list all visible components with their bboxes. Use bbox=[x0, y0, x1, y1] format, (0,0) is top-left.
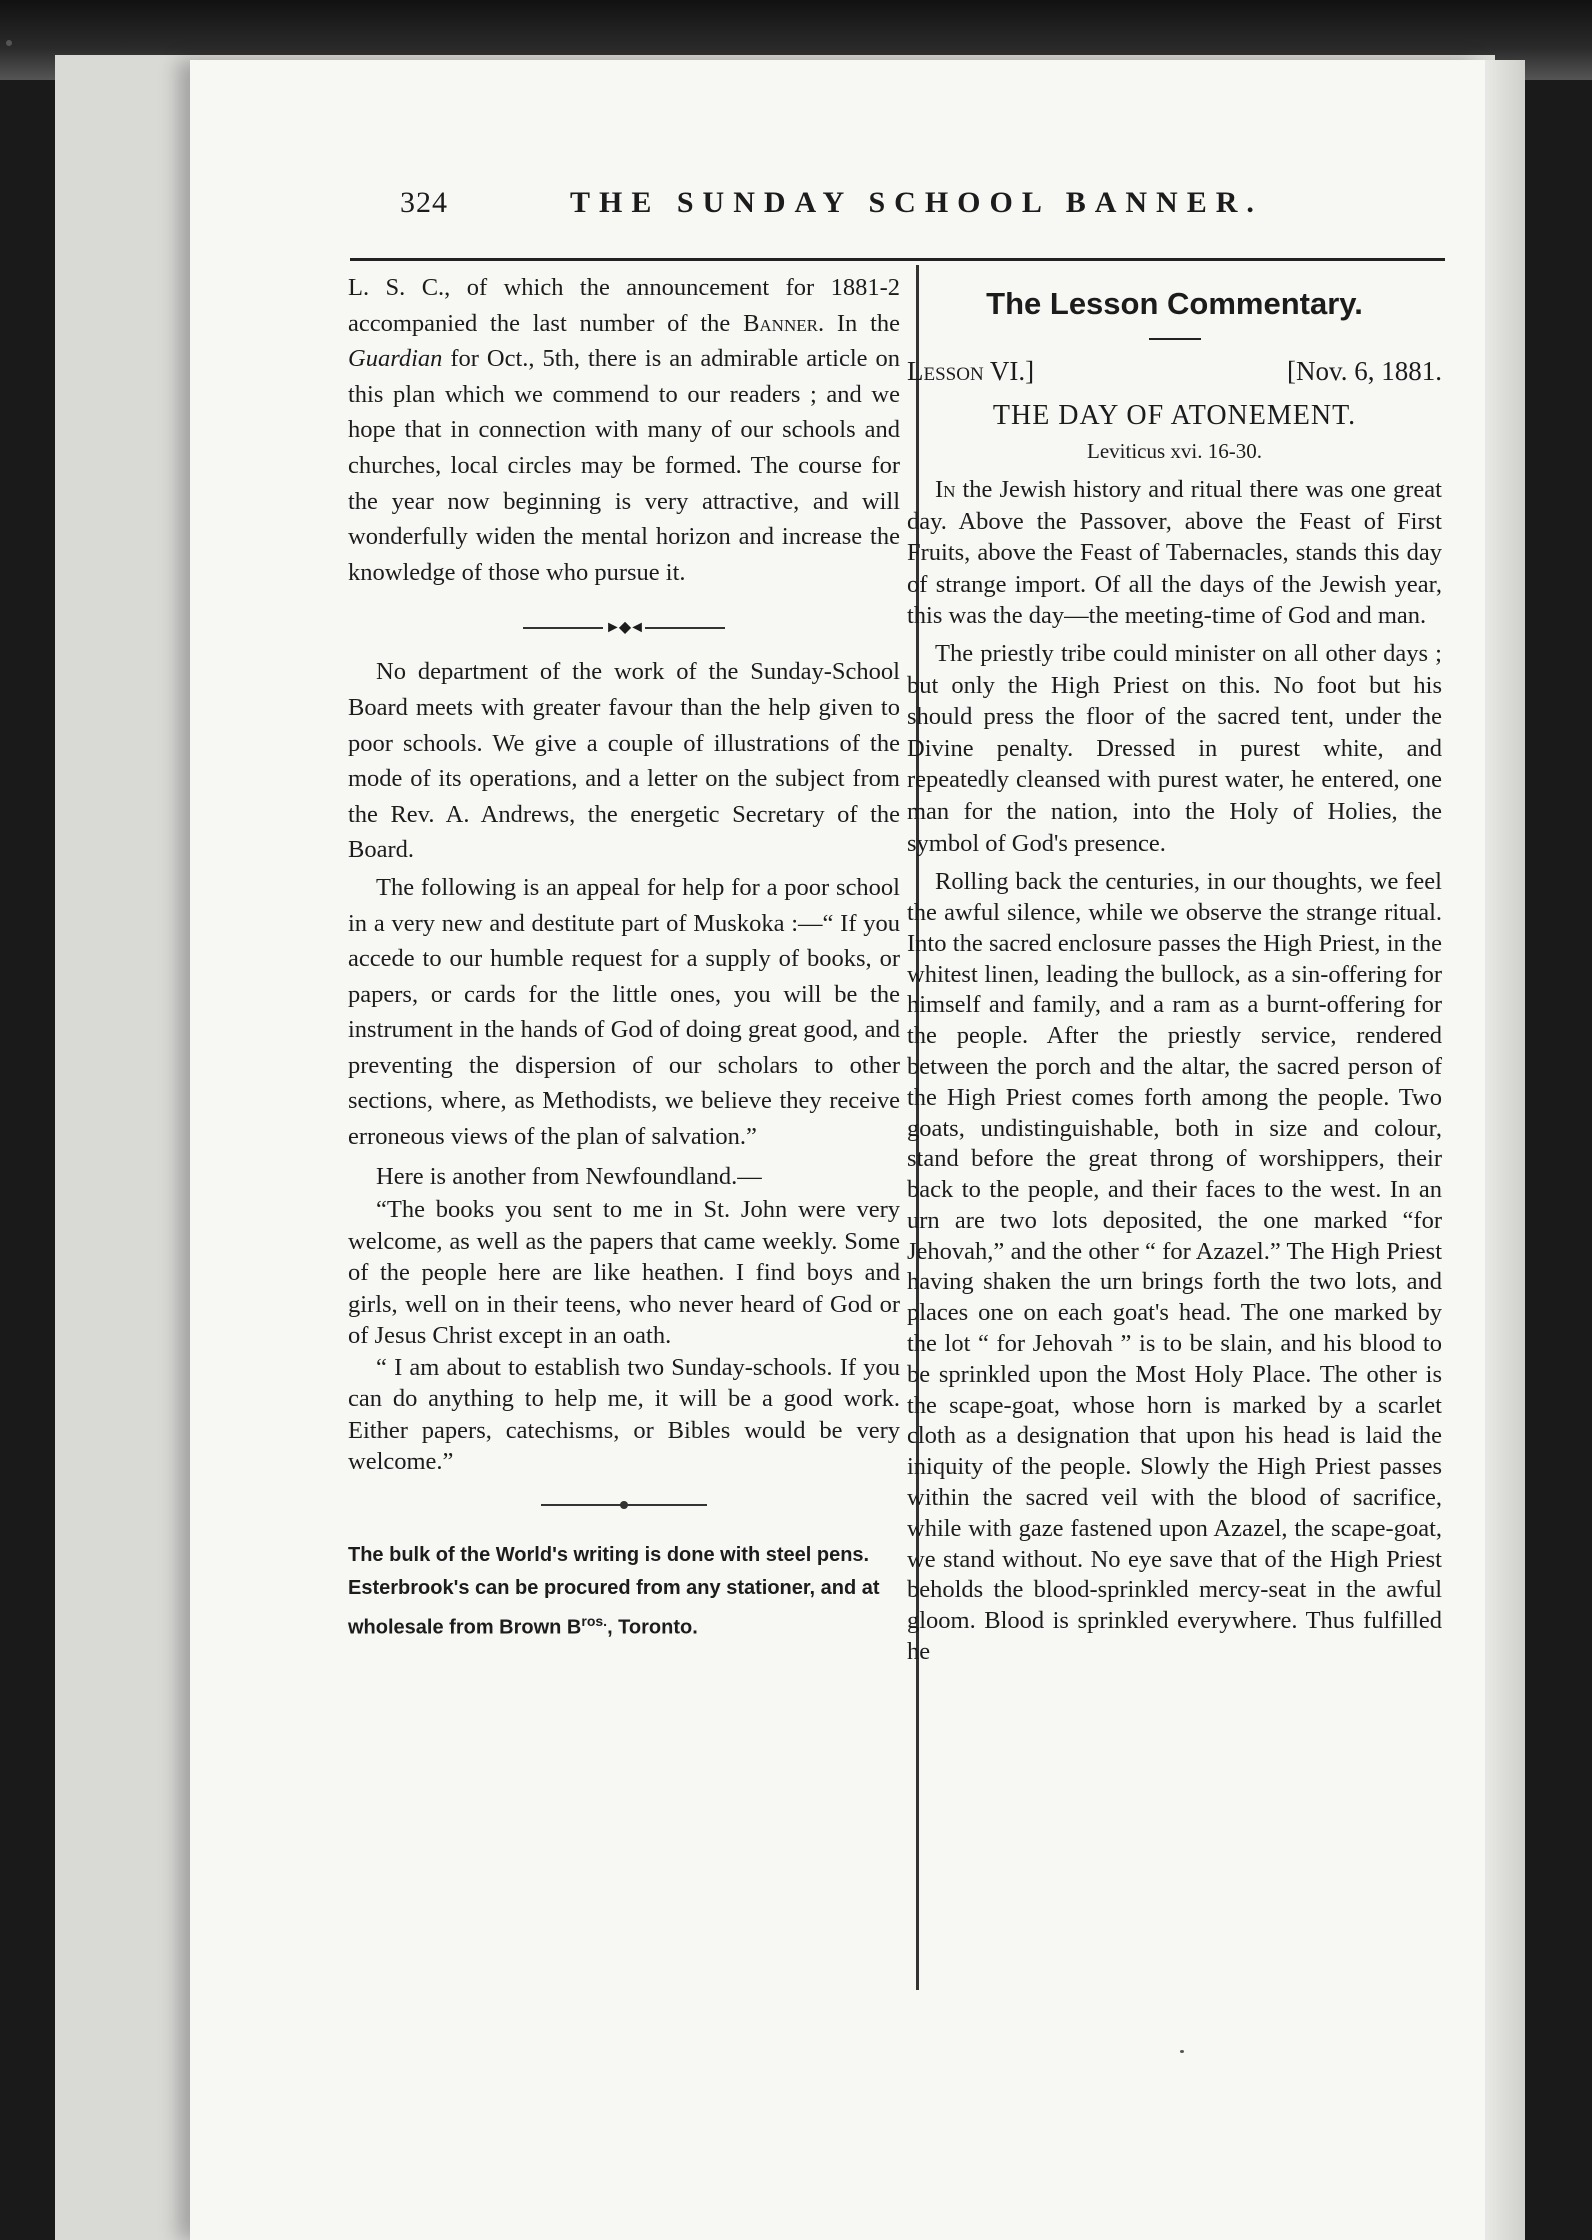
superscript: ros. bbox=[581, 1613, 608, 1630]
lesson-date: [Nov. 6, 1881. bbox=[1287, 356, 1442, 386]
divider-rule bbox=[541, 1504, 621, 1506]
page-edge bbox=[1485, 60, 1525, 2240]
scripture-reference: Leviticus xvi. 16-30. bbox=[1087, 439, 1262, 463]
text-run: L. S. C., of which the announcement for 1881-2 accompanied the last number of the bbox=[348, 274, 900, 337]
divider-rule bbox=[627, 1504, 707, 1506]
header-rule bbox=[350, 258, 1445, 261]
paragraph-newfoundland: Here is another from Newfoundland.— bbox=[376, 1162, 762, 1190]
paragraph-appeal: The following is an appeal for help for a poor school in a very new and destitute part of Muskoka :—“ If you accede to our humble request for a supply of books, or papers, or cards for the little ones, you will be the instrument in the hands of God of doing great good, and preventing the dispersion of our scholars to other sections, where, as Methodists, we believe they receive erroneous views of the plan of salvation.” bbox=[348, 873, 900, 1151]
text-run: the Jewish history and ritual there was one great day. Above the Passover, above the Feast of First Fruits, above the Feast of Tabernacles, stands this day of strange import. Of all the days of the Jewish year, this was the day—the meeting-time of God and man. bbox=[907, 476, 1442, 630]
page-header bbox=[400, 180, 1450, 240]
commentary-heading: The Lesson Commentary. bbox=[986, 286, 1363, 321]
paragraph-lsc bbox=[348, 270, 900, 590]
small-divider bbox=[348, 1486, 900, 1522]
pen-advertisement bbox=[348, 1539, 900, 1645]
text-run: The bulk of the World's writing is done with steel pens. Esterbrook's can be procured from any stationer, and at wholesale from Brown B bbox=[348, 1544, 880, 1639]
paragraph-books-quote: “The books you sent to me in St. John were very welcome, as well as the papers that came weekly. Some of the people here are like heathen. I find boys and girls, well on in their teens, who never heard of God or of Jesus Christ except in an oath. bbox=[348, 1196, 900, 1350]
scan-speck bbox=[1180, 2050, 1184, 2053]
right-column bbox=[907, 280, 1442, 1668]
lesson-title: THE DAY OF ATONEMENT. bbox=[992, 400, 1357, 431]
paragraph-rolling-back: Rolling back the centuries, in our thoughts, we feel the awful silence, while we observe the strange ritual. Into the sacred enclosure passes the High Priest, in the whitest linen, leading the bullock, as a sin-offering for himself and family, and a ram as a burnt-offering for the people. After the priestly service, rendered between the porch and the altar, the sacred person of the High Priest comes forth among the people. Two goats, undistinguishable, both in size and colour, stand before the great throng of worshippers, their back to the people, and their faces to the west. In an urn are two lots deposited, the one marked “for Jehovah,” and the other “ for Azazel.” The High Priest having shaken the urn brings forth the two lots, and places one on each goat's head. The one marked by the lot “ for Jehovah ” is to be slain, and his blood to be sprinkled upon the Most Holy Place. The other is the scape-goat, whose horn is marked by a scarlet cloth as a designation that upon his head is laid the iniquity of the people. Slowly the High Priest passes within the sacred veil with the blood of sacrifice, while with gaze fastened upon Azazel, the scape-goat, we stand without. No eye save that of the High Priest beholds the blood-sprinkled mercy-seat in the awful gloom. Blood is sprinkled everywhere. Thus fulfilled he bbox=[907, 868, 1442, 1666]
paragraph-priestly-tribe: The priestly tribe could minister on all other days ; but only the High Priest on this. No foot but his should press the floor of the sacred tent, under the Divine penalty. Dressed in purest white, and repeatedly cleansed with purest water, he entered, one man for the nation, into the Holy of Holies, the symbol of God's presence. bbox=[907, 639, 1442, 857]
text-run: for Oct., 5th, there is an admirable article on this plan which we commend to our readers ; and we hope that in connection with many of our schools and churches, local circles may be formed. The course for the year now beginning is very attractive, and will wonderfully widen the mental horizon and increase the knowledge of those who pursue it. bbox=[348, 345, 900, 586]
paragraph-department: No department of the work of the Sunday-School Board meets with greater favour than the help given to poor schools. We give a couple of illustrations of the mode of its operations, and a letter on the subject from the Rev. A. Andrews, the energetic Secretary of the Board. bbox=[348, 658, 900, 864]
heading-rule bbox=[1149, 338, 1201, 340]
banner-smallcaps: Banner. bbox=[743, 309, 825, 337]
ornament-knot-icon: ►◆◄ bbox=[605, 618, 643, 636]
running-title: THE SUNDAY SCHOOL BANNER. bbox=[570, 186, 1263, 219]
lead-word: In bbox=[935, 476, 956, 503]
left-column bbox=[348, 270, 900, 1645]
section-ornament bbox=[348, 608, 900, 636]
guardian-italic: Guardian bbox=[348, 345, 443, 373]
lesson-line bbox=[907, 352, 1442, 390]
text-run: In the bbox=[824, 309, 900, 337]
lesson-number: Lesson VI.] bbox=[907, 356, 1035, 386]
text-run: , Toronto. bbox=[607, 1617, 698, 1639]
scan-speck bbox=[6, 40, 12, 46]
paragraph-sunday-schools-quote: “ I am about to establish two Sunday-schools. If you can do anything to help me, it will be a good work. Either papers, catechisms, or Bibles would be very welcome.” bbox=[348, 1353, 900, 1476]
page-number: 324 bbox=[400, 186, 448, 219]
ornament-rule bbox=[645, 627, 725, 629]
paragraph-jewish-history bbox=[907, 474, 1442, 632]
ornament-rule bbox=[523, 627, 603, 629]
